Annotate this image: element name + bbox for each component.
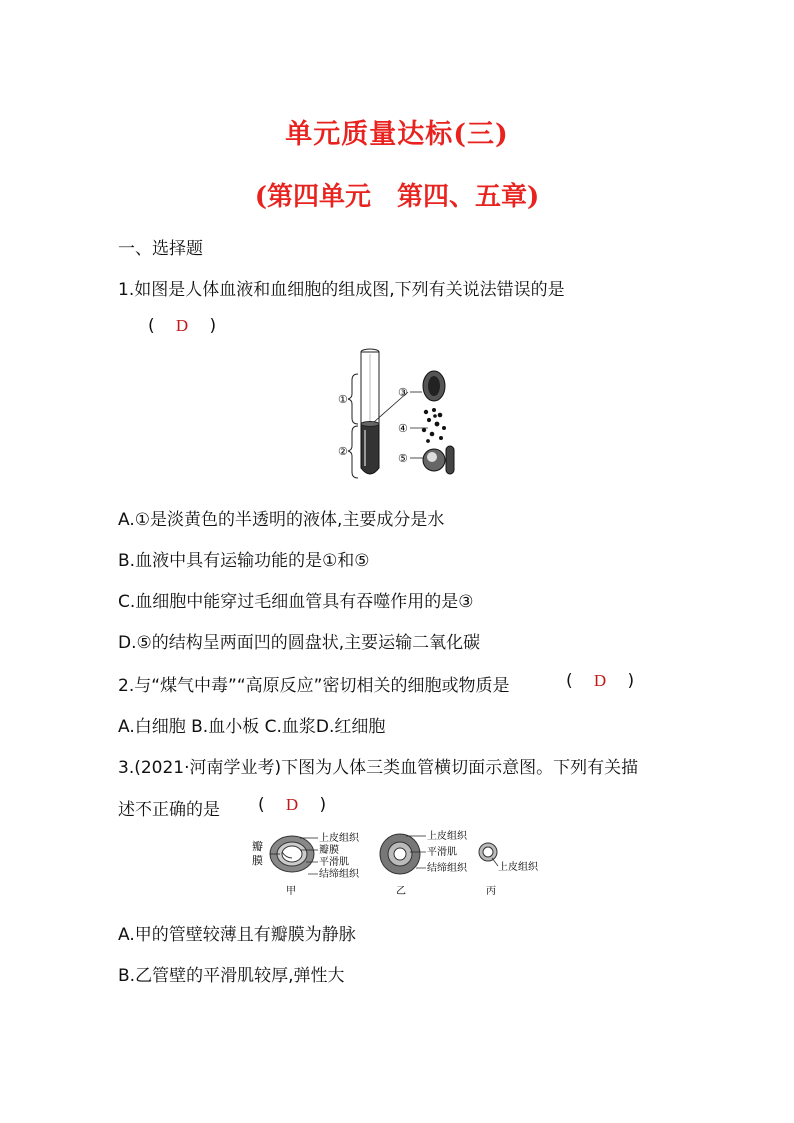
q1-option-c: C.血细胞中能穿过毛细血管具有吞噬作用的是③ — [118, 592, 474, 612]
brace-plasma — [348, 374, 358, 424]
q3-option-b: B.乙管壁的平滑肌较厚,弹性大 — [118, 966, 345, 986]
vessel-yi — [380, 834, 420, 874]
caption-bing: 丙 — [486, 886, 496, 897]
jia-label-1: 上皮组织 — [319, 833, 359, 844]
q1-answer-slot — [148, 316, 216, 336]
caption-jia: 甲 — [286, 886, 296, 897]
q1-answer: D — [175, 316, 189, 335]
q2-paren-open: ( — [566, 671, 573, 691]
label-4: ④ — [398, 422, 408, 435]
q2-paren-close: ) — [627, 671, 635, 691]
q1-stem: 1.如图是人体血液和血细胞的组成图,下列有关说法错误的是 — [118, 280, 565, 300]
page-subtitle: (第四单元 第四、五章) — [254, 182, 540, 212]
q3-option-a: A.甲的管壁较薄且有瓣膜为静脉 — [118, 925, 356, 945]
bing-label-1: 上皮组织 — [498, 862, 538, 873]
q3-paren-open: ( — [258, 795, 265, 815]
red-blood-cell-side — [446, 446, 454, 474]
q3-answer-slot — [258, 795, 326, 815]
q3-stem-line1: 3.(2021·河南学业考)下图为人体三类血管横切面示意图。下列有关描 — [118, 758, 639, 778]
q2-stem: 2.与“煤气中毒”“高原反应”密切相关的细胞或物质是 — [118, 676, 510, 696]
q3-vessel-figure — [248, 828, 548, 900]
q3-stem-line2: 述不正确的是 — [118, 800, 220, 820]
q2-answer-slot — [566, 671, 634, 691]
jia-label-4: 结缔组织 — [319, 869, 359, 880]
q2-options: A.白细胞 B.血小板 C.血浆D.红细胞 — [118, 717, 386, 737]
q1-paren-open: ( — [148, 316, 155, 336]
jia-side-label-2: 膜 — [252, 854, 263, 867]
q1-option-d: D.⑤的结构呈两面凹的圆盘状,主要运输二氧化碳 — [118, 633, 481, 653]
q3-answer: D — [285, 795, 299, 814]
section-heading: 一、选择题 — [118, 239, 203, 259]
jia-label-3: 平滑肌 — [319, 857, 349, 868]
brace-cells — [348, 426, 358, 478]
q1-option-b: B.血液中具有运输功能的是①和⑤ — [118, 551, 370, 571]
q1-blood-figure — [330, 344, 470, 484]
page-title: 单元质量达标(三) — [285, 119, 509, 150]
platelets — [422, 408, 446, 443]
label-2: ② — [338, 445, 348, 458]
jia-side-label-1: 瓣 — [252, 840, 263, 853]
vessel-bing — [479, 843, 497, 861]
label-3: ③ — [398, 386, 408, 399]
yi-label-2: 平滑肌 — [427, 847, 457, 858]
label-5: ⑤ — [398, 452, 408, 465]
q2-answer: D — [593, 671, 607, 690]
yi-label-3: 结缔组织 — [427, 863, 467, 874]
q1-paren-close: ) — [209, 316, 217, 336]
q3-paren-close: ) — [319, 795, 327, 815]
label-1: ① — [338, 393, 348, 406]
yi-label-1: 上皮组织 — [427, 831, 467, 842]
jia-label-2: 瓣膜 — [319, 845, 339, 856]
tube-cell-section — [361, 424, 379, 474]
caption-yi: 乙 — [396, 886, 406, 897]
q1-option-a: A.①是淡黄色的半透明的液体,主要成分是水 — [118, 510, 445, 530]
